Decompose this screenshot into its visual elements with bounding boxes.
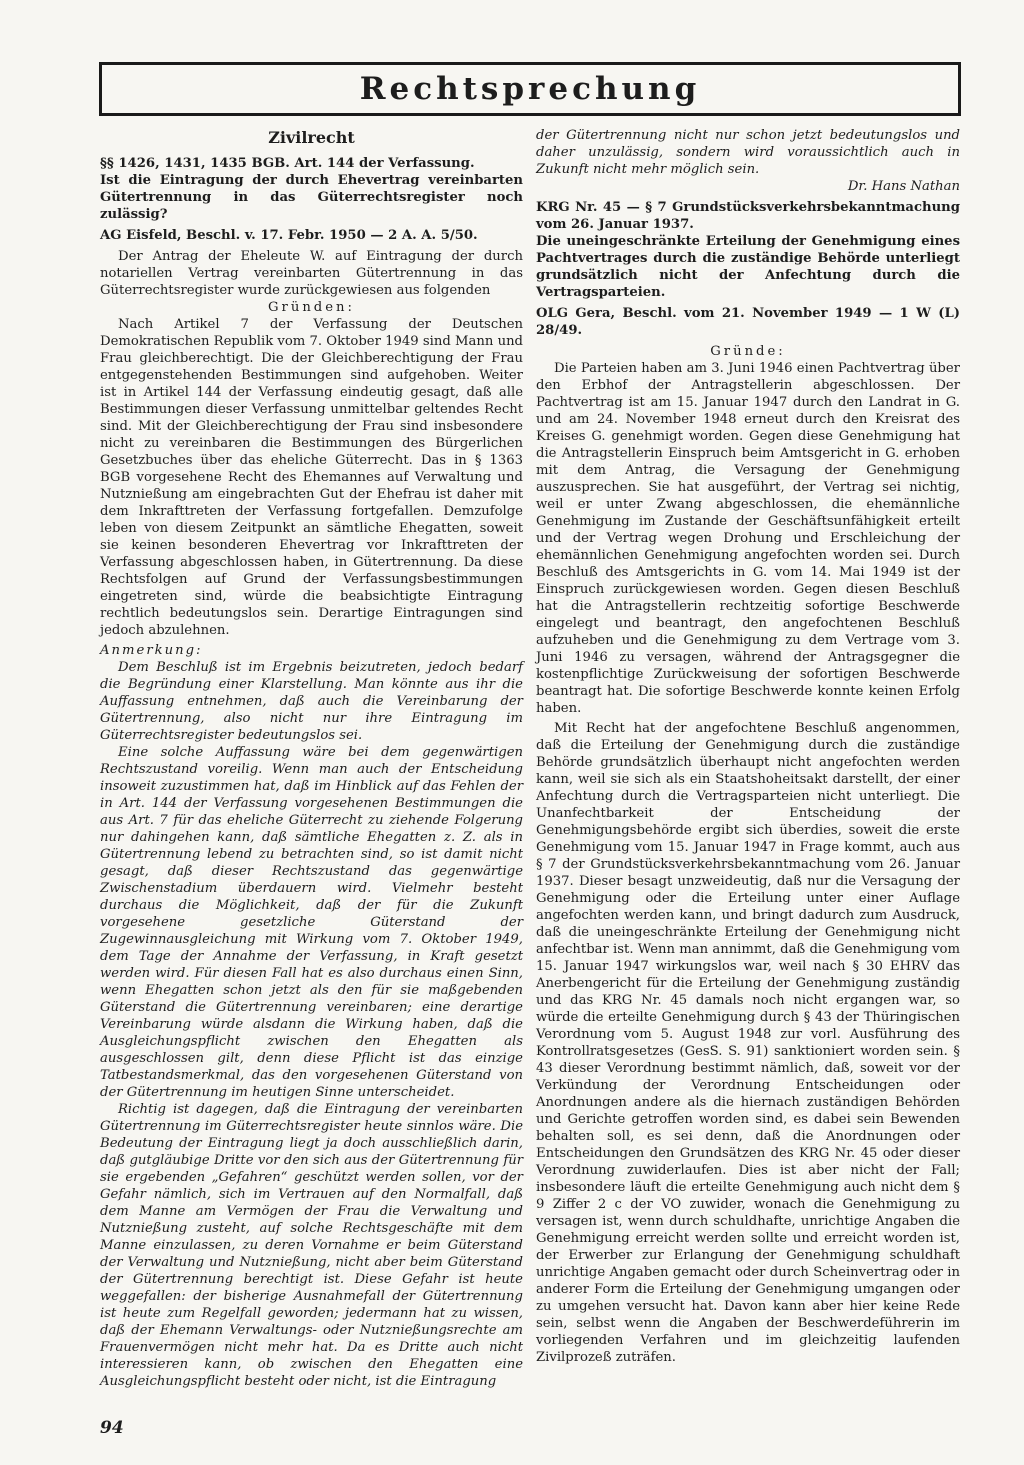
page-number: 94 <box>100 1418 124 1438</box>
note-paragraph: Richtig ist dagegen, daß die Eintragung der vereinbarten Gütertrennung im Güterrechtsregister heute sinnlos wäre. Die Bedeutung der Eintragung liegt ja doch ausschließlich darin, daß gutgläubige Dritte vor den sich aus der Gütertrennung für sie ergebenden „Gefahren“ geschützt werden sollen, vor der Gefahr nämlich, sich im Vertrauen auf den Normalfall, daß dem Manne am Vermögen der Frau die Verwaltung und Nutznießung zusteht, auf solche Rechtsgeschäfte mit dem Manne einzulassen, zu deren Vornahme er beim Güterstand der Verwaltung und Nutznießung, nicht aber beim Güterstand der Gütertrennung berechtigt ist. Diese Gefahr ist heute weggefallen: der bisherige Ausnahmefall der Gütertrennung ist heute zum Regelfall geworden; jedermann hat zu wissen, daß der Ehemann Verwaltungs- oder Nutznießungsrechte am Frauenvermögen nicht mehr hat. Da es Dritte auch nicht interessieren kann, ob zwischen den Ehegatten eine Ausgleichungspflicht besteht oder nicht, ist die Eintragung <box>100 1102 523 1389</box>
case2-citation: OLG Gera, Beschl. vom 21. November 1949 — 1 W (L) 28/49. <box>536 306 960 338</box>
note-author: Dr. Hans Nathan <box>847 179 960 194</box>
case2-question: Die uneingeschränkte Erteilung der Genehmigung eines Pachtvertrages durch die zuständige Behörde unterliegt grundsätzlich nicht der Anfechtung durch die Vertragsparteien. <box>536 234 960 300</box>
case2-reasons-heading: Gründe: <box>710 344 786 359</box>
case2-paragraph: Die Parteien haben am 3. Juni 1946 einen Pachtvertrag über den Erbhof der Antragstellerin abgeschlossen. Der Pachtvertrag ist am 15. Januar 1947 durch den Landrat in G. und am 24. November 1948 erneut durch den Kreisrat des Kreises G. genehmigt worden. Gegen diese Genehmigung hat die Antragstellerin Einspruch beim Amtsgericht in G. erhoben mit dem Antrag, die Versagung der Genehmigung auszusprechen. Sie hat ausgeführt, der Vertrag sei nichtig, weil er unter Zwang abgeschlossen, die ehemännliche Genehmigung im Zustande der Geschäftsunfähigkeit erteilt und der Vertrag wegen Drohung und Erschleichung der ehemännlichen Genehmigung angefochten worden sei. Durch Beschluß des Amtsgerichts in G. vom 14. Mai 1949 ist der Einspruch zurückgewiesen worden. Gegen diesen Beschluß hat die Antragstellerin rechtzeitig sofortige Beschwerde eingelegt und beantragt, den angefochtenen Beschluß aufzuheben und die Genehmigung zu dem Vertrage vom 3. Juni 1946 zu versagen, während der Antragsgegner die kostenpflichtige Zurückweisung der sofortigen Beschwerde beantragt hat. Die sofortige Beschwerde konnte keinen Erfolg haben. <box>536 361 960 716</box>
page-title: Rechtsprechung <box>359 71 701 107</box>
right-column <box>536 127 960 1369</box>
anmerkung-label: Anmerkung: <box>100 643 203 658</box>
page-header-box <box>99 62 961 116</box>
case1-reasons-heading: Gründen: <box>267 300 355 315</box>
case2-heading: KRG Nr. 45 — § 7 Grundstücksverkehrsbekanntmachung vom 26. Januar 1937. <box>536 200 960 232</box>
note-paragraph: Eine solche Auffassung wäre bei dem gegenwärtigen Rechtszustand voreilig. Wenn man auch der Entscheidung insoweit zuzustimmen hat, daß im Hinblick auf das Fehlen der in Art. 144 der Verfassung vorgesehenen Bestimmungen die aus Art. 7 für das eheliche Güterrecht zu ziehende Folgerung nur dahingehen kann, daß sämtliche Ehegatten z. Z. als in Gütertrennung lebend zu betrachten sind, so ist damit nicht gesagt, daß dieser Rechtszustand das gegenwärtige Zwischenstadium überdauern wird. Vielmehr besteht durchaus die Möglichkeit, daß der für die Zukunft vorgesehene gesetzliche Güterstand der Zugewinnausgleichung mit Wirkung vom 7. Oktober 1949, dem Tage der Annahme der Verfassung, in Kraft gesetzt werden wird. Für diesen Fall hat es also durchaus einen Sinn, wenn Ehegatten schon jetzt als den für sie maßgebenden Güterstand die Gütertrennung vereinbaren; eine derartige Vereinbarung würde alsdann die Wirkung haben, daß die Ausgleichungspflicht zwischen den Ehegatten als ausgeschlossen gilt, denn diese Pflicht ist das einzige Tatbestandsmerkmal, das den vorgesehenen Güterstand von der Gütertrennung im heutigen Sinne unterscheidet. <box>100 745 523 1100</box>
case1-intro: Der Antrag der Eheleute W. auf Eintragung der durch notariellen Vertrag vereinbarten Gütertrennung in das Güterrechtsregister wurde zurückgewiesen aus folgenden <box>100 249 523 298</box>
case1-citation: AG Eisfeld, Beschl. v. 17. Febr. 1950 — 2 A. A. 5/50. <box>100 228 478 243</box>
case1-question: Ist die Eintragung der durch Ehevertrag vereinbarten Gütertrennung in das Güterrechtsregister noch zulässig? <box>100 173 523 222</box>
case1-reasons-text: Nach Artikel 7 der Verfassung der Deutschen Demokratischen Republik vom 7. Oktober 1949 sind Mann und Frau gleichberechtigt. Die der Gleichberechtigung der Frau entgegenstehenden Bestimmungen sind aufgehoben. Weiter ist in Artikel 144 der Verfassung eindeutig gesagt, daß alle Bestimmungen dieser Verfassung unmittelbar geltendes Recht sind. Mit der Gleichberechtigung der Frau sind insbesondere nicht zu vereinbaren die Bestimmungen des Bürgerlichen Gesetzbuches über das eheliche Güterrecht. Das in § 1363 BGB vorgesehene Recht des Ehemannes auf Verwaltung und Nutznießung am eingebrachten Gut der Ehefrau ist daher mit dem Inkrafttreten der Verfassung fortgefallen. Demzufolge leben von diesem Zeitpunkt an sämtliche Ehegatten, soweit sie keinen besonderen Ehevertrag vor Inkrafttreten der Verfassung abgeschlossen haben, in Gütertrennung. Da diese Rechtsfolgen auf Grund der Verfassungsbestimmungen eingetreten sind, würde die beabsichtigte Eintragung rechtlich bedeutungslos sein. Derartige Eintragungen sind jedoch abzulehnen. <box>100 317 523 638</box>
case2-paragraph: Mit Recht hat der angefochtene Beschluß angenommen, daß die Erteilung der Genehmigung durch die zuständige Behörde grundsätzlich überhaupt nicht angefochten werden kann, weil sie sich als ein Staatshoheitsakt darstellt, der einer Anfechtung durch die Vertragsparteien nicht unterliegt. Die Unanfechtbarkeit der Entscheidung der Genehmigungsbehörde ergibt sich überdies, soweit die erste Genehmigung vom 15. Januar 1947 in Frage kommt, auch aus § 7 der Grundstücksverkehrsbekanntmachung vom 26. Januar 1937. Dieser besagt unzweideutig, daß nur die Versagung der Genehmigung oder die Erteilung unter einer Auflage angefochten werden kann, und bringt dadurch zum Ausdruck, daß die uneingeschränkte Erteilung der Genehmigung nicht anfechtbar ist. Wenn man annimmt, daß die Genehmigung vom 15. Januar 1947 wirkungslos war, weil nach § 30 EHRV das Anerbengericht für die Erteilung der Genehmigung zuständig und das KRG Nr. 45 damals noch nicht ergangen war, so würde die erteilte Genehmigung durch § 43 der Thüringischen Verordnung vom 5. August 1948 zur vorl. Ausführung des Kontrollratsgesetzes (GesS. S. 91) sanktioniert worden sein. § 43 dieser Verordnung bestimmt nämlich, daß, soweit vor der Verkündung der Verordnung Entscheidungen oder Anordnungen andere als die hiernach zuständigen Behörden und Gerichte getroffen worden sind, es dabei sein Bewenden behalten soll, es sei denn, daß die Anordnungen oder Entscheidungen den Grundsätzen des KRG Nr. 45 oder dieser Verordnung zuwiderlaufen. Dies ist aber nicht der Fall; insbesondere läuft die erteilte Genehmigung auch nicht dem § 9 Ziffer 2 c der VO zuwider, wonach die Genehmigung zu versagen ist, wenn durch schuldhafte, unrichtige Angaben die Genehmigung erreicht werden sollte und erreicht worden ist, der Erwerber zur Erlangung der Genehmigung schuldhaft unrichtige Angaben gemacht oder durch Scheinvertrag oder in anderer Form die Erteilung der Genehmigung umgangen oder zu umgehen versucht hat. Davon kann aber hier keine Rede sein, selbst wenn die Angaben der Beschwerdeführerin im vorliegenden Verfahren und im gleichzeitig laufenden Zivilprozeß zuträfen. <box>536 721 960 1365</box>
section-title: Zivilrecht <box>268 128 355 147</box>
note-paragraph: Dem Beschluß ist im Ergebnis beizutreten, jedoch bedarf die Begründung einer Klarstellung. Man könnte aus ihr die Auffassung entnehmen, daß auch die Vereinbarung der Gütertrennung, also nicht nur ihre Eintragung im Güterrechtsregister bedeutungslos sei. <box>100 660 523 743</box>
case1-heading: §§ 1426, 1431, 1435 BGB. Art. 144 der Verfassung. <box>100 156 475 171</box>
left-column <box>100 127 523 1390</box>
note-continuation: der Gütertrennung nicht nur schon jetzt bedeutungslos und daher unzulässig, sondern wird voraussichtlich auch in Zukunft nicht mehr möglich sein. <box>536 128 960 177</box>
